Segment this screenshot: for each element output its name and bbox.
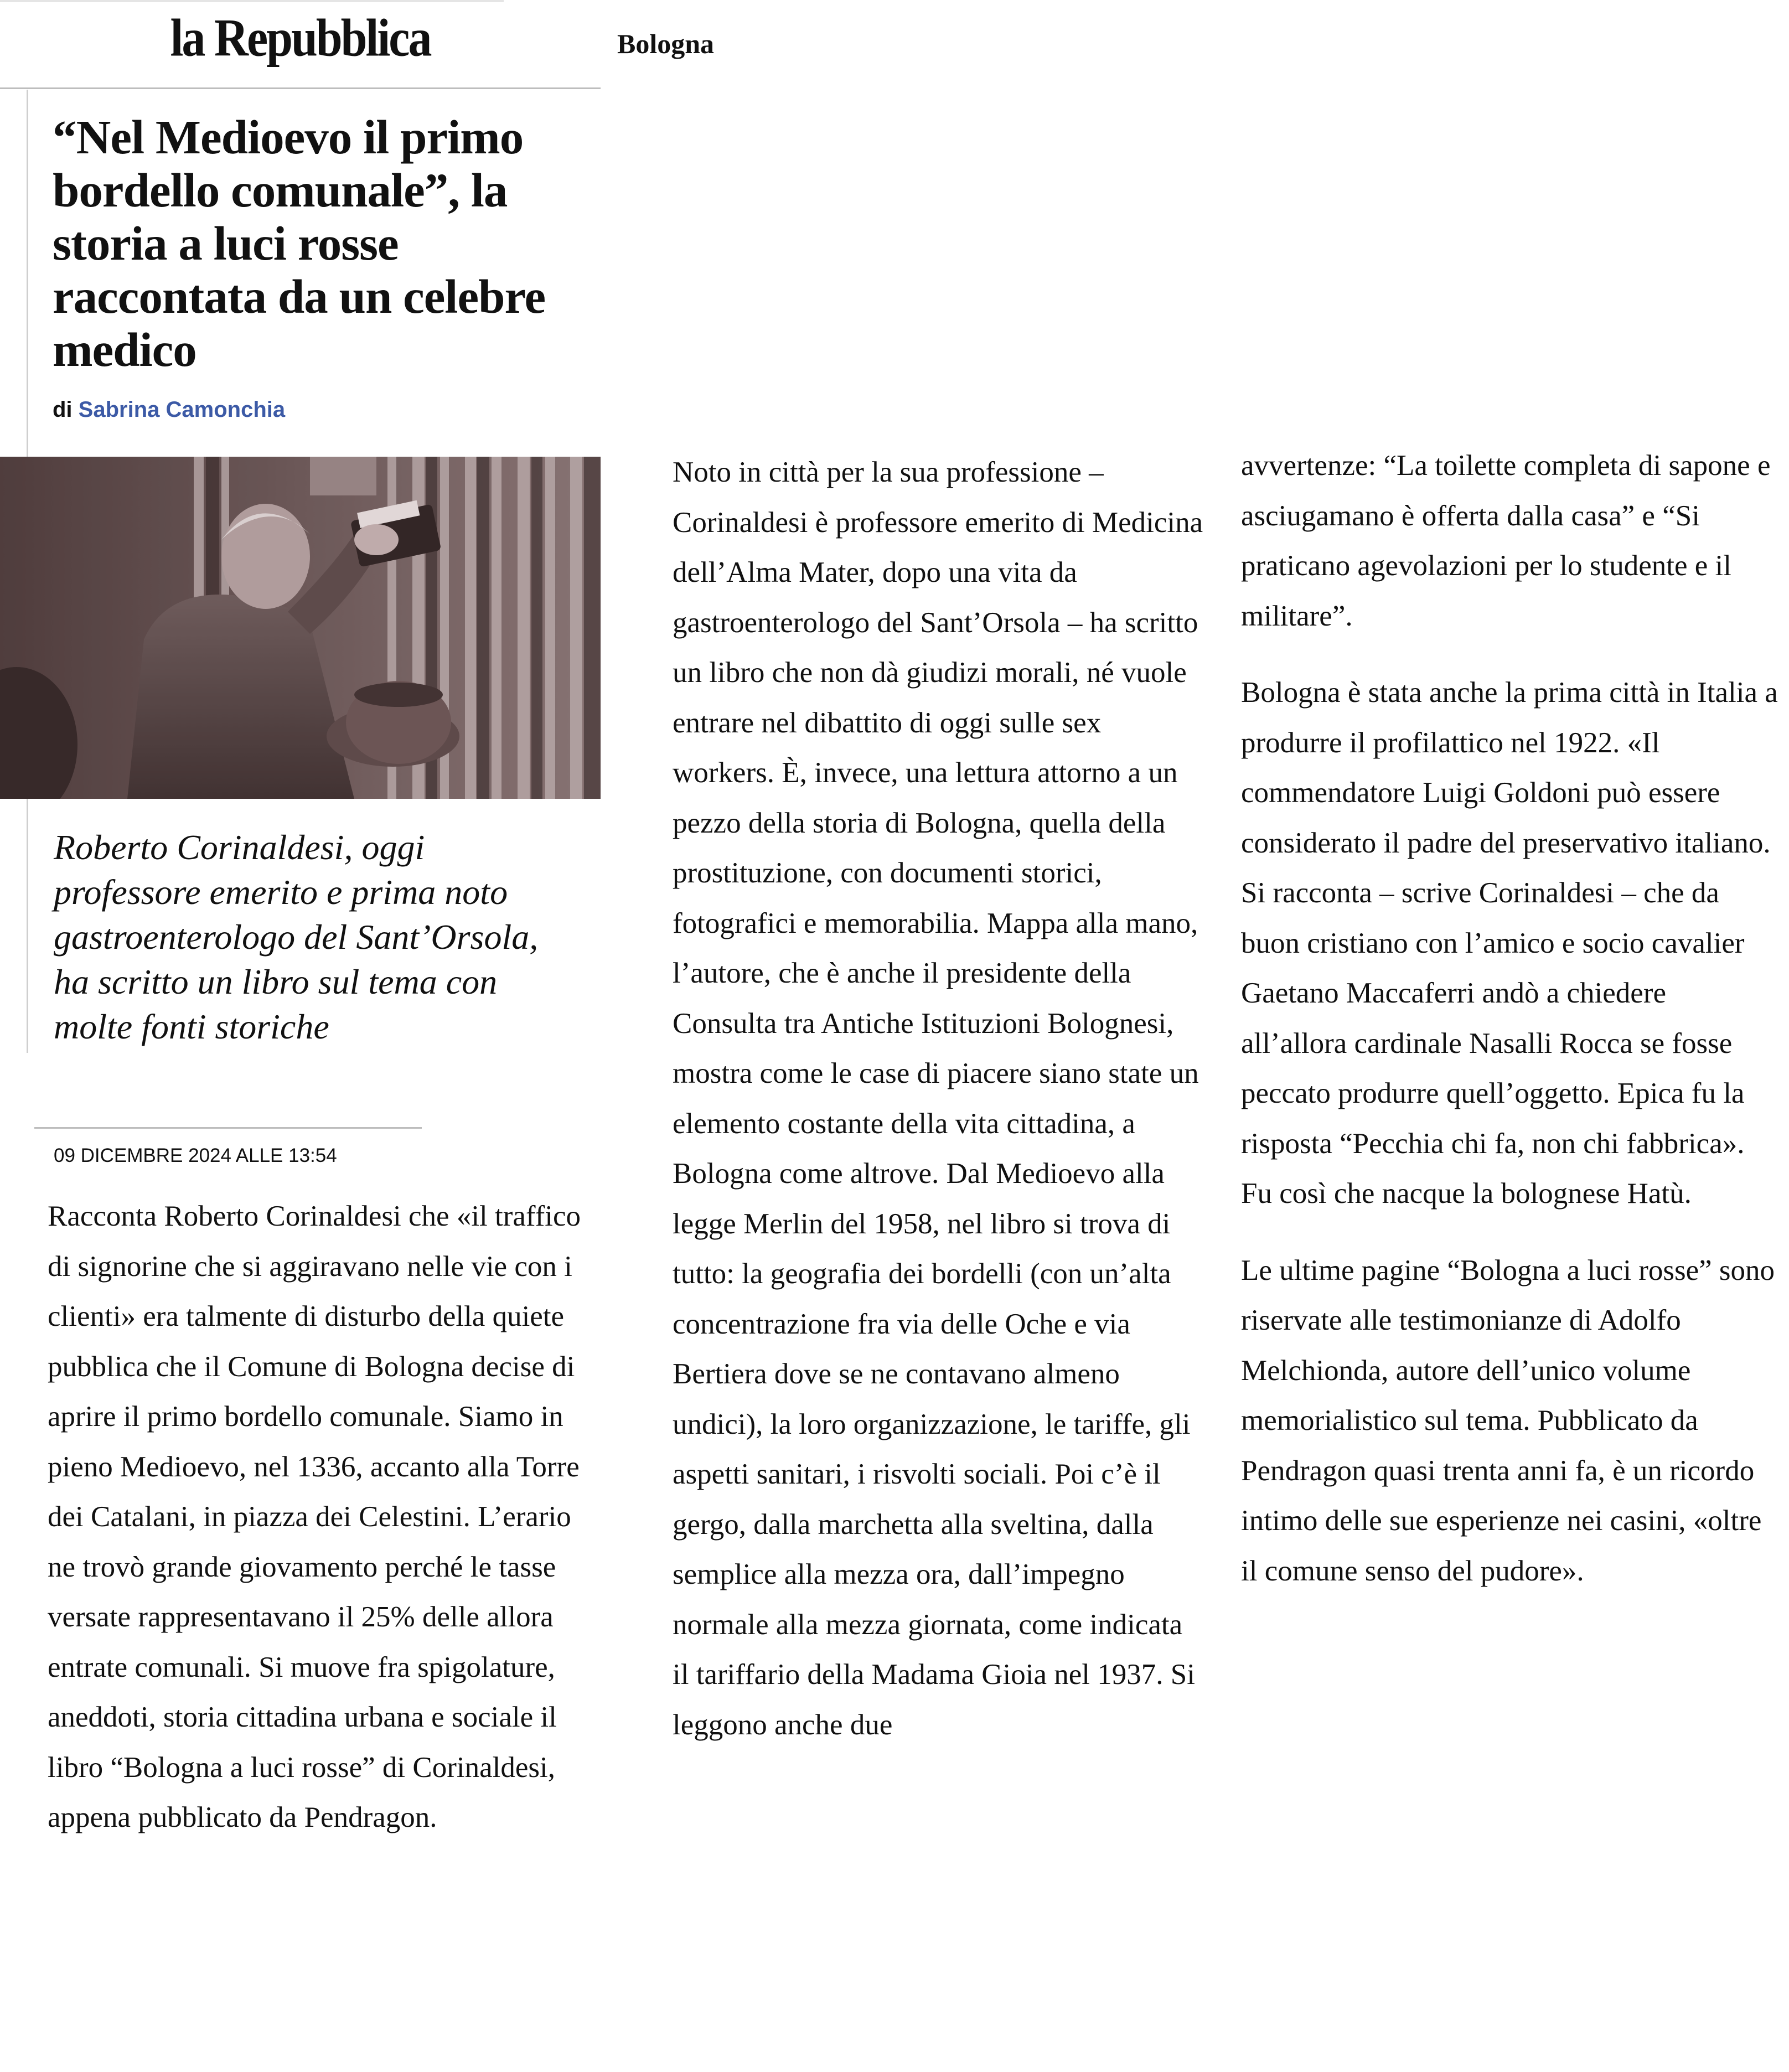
byline-prefix: di [53,397,73,422]
body-paragraph: avvertenze: “La toilette completa di sapone e asciugamano è offerta dalla casa” e “Si praticano agevolazioni per lo studente e il militare”. [1241,449,1771,632]
body-column-2 [673,447,1204,1776]
body-paragraph: Noto in città per la sua professione – Corinaldesi è professore emerito di Medicina dell’Alma Mater, dopo una vita da gastroenterologo del Sant’Orsola – ha scritto un libro che non dà giudizi morali, né vuole entrare nel dibattito di oggi sulle sex workers. È, invece, una lettura attorno a un pezzo della storia di Bologna, quella della prostituzione, con documenti storici, fotografici e memorabilia. Mappa alla mano, l’autore, che è anche il presidente della Consulta tra Antiche Istituzioni Bolognesi, mostra come le case di piacere siano state un elemento costante della vita cittadina, a Bologna come altrove. Dal Medioevo alla legge Merlin del 1958, nel libro si trova di tutto: la geografia dei bordelli (con un’alta concentrazione fra via delle Oche e via Bertiera dove se ne contavano almeno undici), la loro organizzazione, le tariffe, gli aspetti sanitari, i risvolti sociali. Poi c’è il gergo, dalla marchetta alla sveltina, dalla semplice alla mezza ora, dall’impegno normale alla mezza giornata, come indicata il tariffario della Madama Gioia nel 1937. Si leggono anche due [673,456,1203,1741]
body-paragraph: Bologna è stata anche la prima città in Italia a produrre il profilattico nel 1922. «Il commendatore Luigi Goldoni può essere considerato il padre del preservativo italiano. Si racconta – scrive Corinaldesi – che da buon cristiano con l’amico e socio cavalier Gaetano Maccaferri andò a chiedere all’allora cardinale Nasalli Rocca se fosse peccato produrre quell’oggetto. Epica fu la risposta “Pecchia chi fa, non chi fabbrica». Fu così che nacque la bolognese Hatù. [1241,676,1778,1210]
body-column-1 [48,1191,585,1869]
masthead [0,0,601,89]
historical-photo-icon [0,457,601,799]
article-headline: “Nel Medioevo il primo bordello comunale”, la storia a luci rosse raccontata da un celebre medico [53,110,546,376]
repubblica-logo[interactable]: la Repubblica [170,8,431,68]
masthead-divider [0,87,601,89]
photo-caption: Roberto Corinaldesi, oggi professore emerito e prima noto gastroenterologo del Sant’Orsola, ha scritto un libro sul tema con molte fonti storiche [54,828,539,1046]
section-label[interactable]: Bologna [617,28,715,59]
article-photo [0,457,601,799]
author-link[interactable]: Sabrina Camonchia [78,397,286,422]
publish-date: 09 DICEMBRE 2024 ALLE 13:54 [54,1145,337,1166]
dateline-divider [34,1127,422,1129]
body-paragraph: Racconta Roberto Corinaldesi che «il traffico di signorine che si aggiravano nelle vie con i clienti» era talmente di disturbo della quiete pubblica che il Comune di Bologna decise di aprire il primo bordello comunale. Siamo in pieno Medioevo, nel 1336, accanto alla Torre dei Catalani, in piazza dei Celestini. L’erario ne trovò grande giovamento perché le tasse versate rappresentavano il 25% delle allora entrate comunali. Si muove fra spigolature, aneddoti, storia cittadina urbana e sociale il libro “Bologna a luci rosse” di Corinaldesi, appena pubblicato da Pendragon. [48,1200,581,1833]
byline [53,397,285,422]
body-column-3 [1241,441,1778,1623]
body-paragraph: Le ultime pagine “Bologna a luci rosse” sono riservate alle testimonianze di Adolfo Melchionda, autore dell’unico volume memorialistico sul tema. Pubblicato da Pendragon quasi trenta anni fa, è un ricordo intimo delle sue esperienze nei casini, «oltre il comune senso del pudore». [1241,1254,1775,1587]
